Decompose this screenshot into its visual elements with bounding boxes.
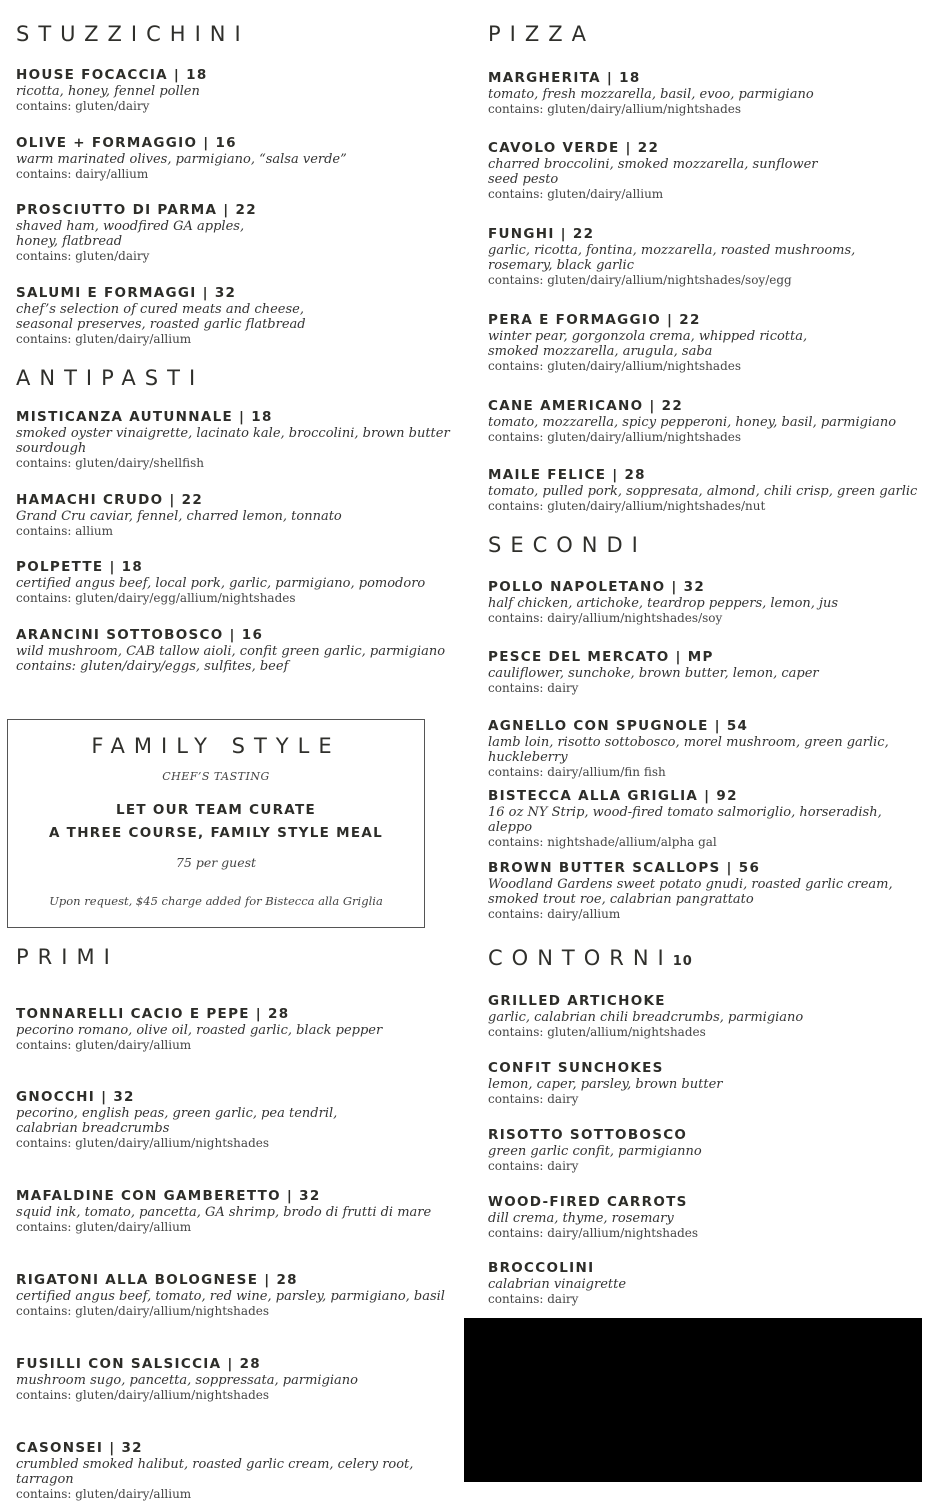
menu-item-allergens: contains: gluten/dairy/allium/nightshades <box>16 1136 270 1150</box>
menu-item-description: ricotta, honey, fennel pollen <box>16 84 200 99</box>
menu-item-name: TONNARELLI CACIO E PEPE | 28 <box>16 1006 290 1022</box>
menu-item-allergens: contains: gluten/dairy <box>16 99 150 113</box>
menu-item-description: Woodland Gardens sweet potato gnudi, roasted garlic cream, <box>488 877 893 892</box>
menu-item-allergens: contains: gluten/dairy/allium/nightshades <box>488 102 742 116</box>
menu-item-description: sourdough <box>16 441 87 456</box>
menu-item-description: certified angus beef, tomato, red wine, parsley, parmigiano, basil <box>16 1289 445 1304</box>
menu-item-description: lemon, caper, parsley, brown butter <box>488 1077 723 1092</box>
menu-item-name: POLPETTE | 18 <box>16 559 144 575</box>
menu-item-description: green garlic confit, parmigianno <box>488 1144 702 1159</box>
section-title-pizza: PIZZA <box>488 22 595 46</box>
menu-item <box>488 69 928 116</box>
menu-item <box>16 1439 456 1501</box>
menu-item-name: HOUSE FOCACCIA | 18 <box>16 67 208 83</box>
menu-item-allergens: contains: gluten/dairy <box>16 249 150 263</box>
menu-item <box>488 225 928 287</box>
menu-item-name: FUSILLI CON SALSICCIA | 28 <box>16 1356 261 1372</box>
menu-item-allergens: contains: dairy/allium <box>16 167 149 181</box>
menu-item-allergens: contains: dairy <box>488 1159 579 1173</box>
menu-item-description: tomato, fresh mozzarella, basil, evoo, parmigiano <box>488 87 814 102</box>
menu-item-name: CASONSEI | 32 <box>16 1440 143 1456</box>
family-style-note: Upon request, $45 charge added for Bistecca alla Griglia <box>49 894 383 908</box>
menu-item-name: BISTECCA ALLA GRIGLIA | 92 <box>488 788 738 804</box>
menu-item-allergens: contains: gluten/dairy/allium <box>16 1220 192 1234</box>
menu-item-allergens: contains: gluten/dairy/allium <box>16 1487 192 1501</box>
menu-item-description: mushroom sugo, pancetta, soppressata, parmigiano <box>16 1373 358 1388</box>
menu-item-description: Grand Cru caviar, fennel, charred lemon, tonnato <box>16 509 342 524</box>
menu-item-description: garlic, ricotta, fontina, mozzarella, roasted mushrooms, <box>488 243 856 258</box>
menu-item-allergens: contains: dairy <box>488 1292 579 1306</box>
menu-item-description: lamb loin, risotto sottobosco, morel mushroom, green garlic, huckleberry <box>488 735 889 765</box>
menu-item-description: chef’s selection of cured meats and cheese, <box>16 302 304 317</box>
menu-item-name: BROWN BUTTER SCALLOPS | 56 <box>488 860 761 876</box>
menu-item-allergens: contains: gluten/dairy/shellfish <box>16 456 204 470</box>
menu-item-description: contains: gluten/dairy/eggs, sulfites, beef <box>16 659 289 674</box>
menu-item <box>16 201 456 263</box>
redacted-block <box>464 1318 922 1482</box>
menu-item <box>488 1059 928 1106</box>
menu-item-description: shaved ham, woodfired GA apples, <box>16 219 245 234</box>
menu-item-name: PESCE DEL MERCATO | MP <box>488 649 714 665</box>
menu-item-description: seasonal preserves, roasted garlic flatbread <box>16 317 306 332</box>
menu-item <box>488 139 928 201</box>
menu-item <box>16 626 456 674</box>
menu-item <box>488 787 928 849</box>
menu-item-description: pecorino, english peas, green garlic, pea tendril, <box>16 1106 338 1121</box>
menu-item-name: PROSCIUTTO DI PARMA | 22 <box>16 202 257 218</box>
menu-item <box>16 408 456 470</box>
section-title-contorni <box>488 946 693 970</box>
family-style-line-1: LET OUR TEAM CURATE <box>115 802 317 818</box>
menu-item-description: garlic, calabrian chili breadcrumbs, parmigiano <box>488 1010 804 1025</box>
menu-item-name: AGNELLO CON SPUGNOLE | 54 <box>488 718 749 734</box>
menu-item <box>16 1005 456 1052</box>
menu-item-description: smoked oyster vinaigrette, lacinato kale, broccolini, brown butter <box>16 426 450 441</box>
menu-item <box>488 1259 928 1306</box>
menu-item <box>488 578 928 625</box>
family-style-title: FAMILY STYLE <box>91 734 341 758</box>
menu-item-description: tomato, mozzarella, spicy pepperoni, honey, basil, parmigiano <box>488 415 897 430</box>
menu-item <box>488 311 928 373</box>
menu-item <box>16 491 456 538</box>
menu-item <box>16 1355 456 1402</box>
menu-item-name: MAFALDINE CON GAMBERETTO | 32 <box>16 1188 321 1204</box>
section-title-secondi: SECONDI <box>488 533 647 557</box>
menu-item <box>488 648 928 695</box>
menu-item-description: honey, flatbread <box>16 234 123 249</box>
menu-item-name: RISOTTO SOTTOBOSCO <box>488 1127 688 1143</box>
menu-item-description: cauliflower, sunchoke, brown butter, lemon, caper <box>488 666 819 681</box>
menu-item-allergens: contains: gluten/dairy/egg/allium/nightshades <box>16 591 296 605</box>
section-title-primi: PRIMI <box>16 945 119 969</box>
section-title-stuzzichini: STUZZICHINI <box>16 22 250 46</box>
menu-item-name: CONFIT SUNCHOKES <box>488 1060 664 1076</box>
menu-item-description: 16 oz NY Strip, wood-fired tomato salmoriglio, horseradish, aleppo <box>488 805 882 835</box>
menu-item-description: wild mushroom, CAB tallow aioli, confit green garlic, parmigiano <box>16 644 446 659</box>
menu-item-description: rosemary, black garlic <box>488 258 634 273</box>
contorni-price: 10 <box>672 954 693 969</box>
menu-item-name: BROCCOLINI <box>488 1260 595 1276</box>
menu-item <box>16 558 456 605</box>
menu-item-description: squid ink, tomato, pancetta, GA shrimp, brodo di frutti di mare <box>16 1205 432 1220</box>
menu-item-name: CAVOLO VERDE | 22 <box>488 140 660 156</box>
menu-item <box>488 717 928 779</box>
menu-item-name: GRILLED ARTICHOKE <box>488 993 666 1009</box>
menu-item-name: SALUMI E FORMAGGI | 32 <box>16 285 237 301</box>
menu-item-description: crumbled smoked halibut, roasted garlic cream, celery root, tarragon <box>16 1457 414 1487</box>
family-style-box <box>7 719 425 928</box>
menu-item-name: MAILE FELICE | 28 <box>488 467 646 483</box>
menu-item-name: POLLO NAPOLETANO | 32 <box>488 579 706 595</box>
menu-item-name: ARANCINI SOTTOBOSCO | 16 <box>16 627 264 643</box>
menu-item-description: charred broccolini, smoked mozzarella, sunflower <box>488 157 818 172</box>
menu-item <box>16 66 456 113</box>
menu-item-name: MARGHERITA | 18 <box>488 70 641 86</box>
menu-item-description: half chicken, artichoke, teardrop peppers, lemon, jus <box>488 596 839 611</box>
menu-item-name: WOOD-FIRED CARROTS <box>488 1194 688 1210</box>
menu-item <box>16 284 456 346</box>
menu-item-allergens: contains: gluten/dairy/allium/nightshades <box>488 430 742 444</box>
menu-item-description: smoked trout roe, calabrian pangrattato <box>488 892 754 907</box>
menu-item-description: smoked mozzarella, arugula, saba <box>488 344 713 359</box>
menu-item <box>488 992 928 1039</box>
menu-item-name: CANE AMERICANO | 22 <box>488 398 684 414</box>
menu-item-description: winter pear, gorgonzola crema, whipped ricotta, <box>488 329 808 344</box>
menu-item <box>16 1088 456 1150</box>
menu-item <box>488 859 928 921</box>
menu-item <box>488 397 928 444</box>
menu-item-allergens: contains: gluten/dairy/allium <box>16 332 192 346</box>
menu-item-name: GNOCCHI | 32 <box>16 1089 135 1105</box>
menu-item-allergens: contains: dairy <box>488 681 579 695</box>
family-style-subtitle: CHEF’S TASTING <box>162 770 270 783</box>
menu-item-description: calabrian vinaigrette <box>488 1277 627 1292</box>
menu-item-allergens: contains: dairy/allium <box>488 907 621 921</box>
menu-item <box>488 466 928 513</box>
menu-item-description: seed pesto <box>488 172 559 187</box>
menu-item-description: dill crema, thyme, rosemary <box>488 1211 674 1226</box>
menu-item-allergens: contains: dairy/allium/nightshades/soy <box>488 611 723 625</box>
menu-item-allergens: contains: gluten/dairy/allium <box>488 187 664 201</box>
menu-item-allergens: contains: dairy <box>488 1092 579 1106</box>
menu-item <box>488 1126 928 1173</box>
menu-item-allergens: contains: gluten/dairy/allium/nightshades <box>16 1388 270 1402</box>
menu-item-allergens: contains: gluten/dairy/allium/nightshades/soy/egg <box>488 273 792 287</box>
menu-item-allergens: contains: gluten/dairy/allium/nightshades/nut <box>488 499 766 513</box>
menu-item-name: RIGATONI ALLA BOLOGNESE | 28 <box>16 1272 298 1288</box>
menu-item-allergens: contains: gluten/allium/nightshades <box>488 1025 706 1039</box>
family-style-line-2: A THREE COURSE, FAMILY STYLE MEAL <box>48 825 384 841</box>
menu-item <box>16 1187 456 1234</box>
menu-item-name: FUNGHI | 22 <box>488 226 595 242</box>
menu-item <box>16 134 456 181</box>
contorni-title-text: CONTORNI <box>488 946 673 970</box>
menu-item-description: tomato, pulled pork, soppresata, almond, chili crisp, green garlic <box>488 484 918 499</box>
menu-item-allergens: contains: gluten/dairy/allium/nightshades <box>16 1304 270 1318</box>
menu-item-description: certified angus beef, local pork, garlic, parmigiano, pomodoro <box>16 576 426 591</box>
menu-item <box>488 1193 928 1240</box>
menu-item-description: calabrian breadcrumbs <box>16 1121 170 1136</box>
family-style-price: 75 per guest <box>175 855 257 870</box>
section-title-antipasti: ANTIPASTI <box>16 366 205 390</box>
menu-item-allergens: contains: dairy/allium/fin fish <box>488 765 666 779</box>
menu-item-name: OLIVE + FORMAGGIO | 16 <box>16 135 237 151</box>
menu-item-allergens: contains: nightshade/allium/alpha gal <box>488 835 717 849</box>
menu-item-name: HAMACHI CRUDO | 22 <box>16 492 204 508</box>
menu-item-allergens: contains: dairy/allium/nightshades <box>488 1226 699 1240</box>
menu-item-name: MISTICANZA AUTUNNALE | 18 <box>16 409 273 425</box>
menu-item-allergens: contains: gluten/dairy/allium/nightshades <box>488 359 742 373</box>
menu-item-name: PERA E FORMAGGIO | 22 <box>488 312 701 328</box>
menu-item-allergens: contains: gluten/dairy/allium <box>16 1038 192 1052</box>
menu-item-description: warm marinated olives, parmigiano, “salsa verde” <box>16 152 347 167</box>
menu-item <box>16 1271 456 1318</box>
menu-item-description: pecorino romano, olive oil, roasted garlic, black pepper <box>16 1023 383 1038</box>
menu-item-allergens: contains: allium <box>16 524 114 538</box>
